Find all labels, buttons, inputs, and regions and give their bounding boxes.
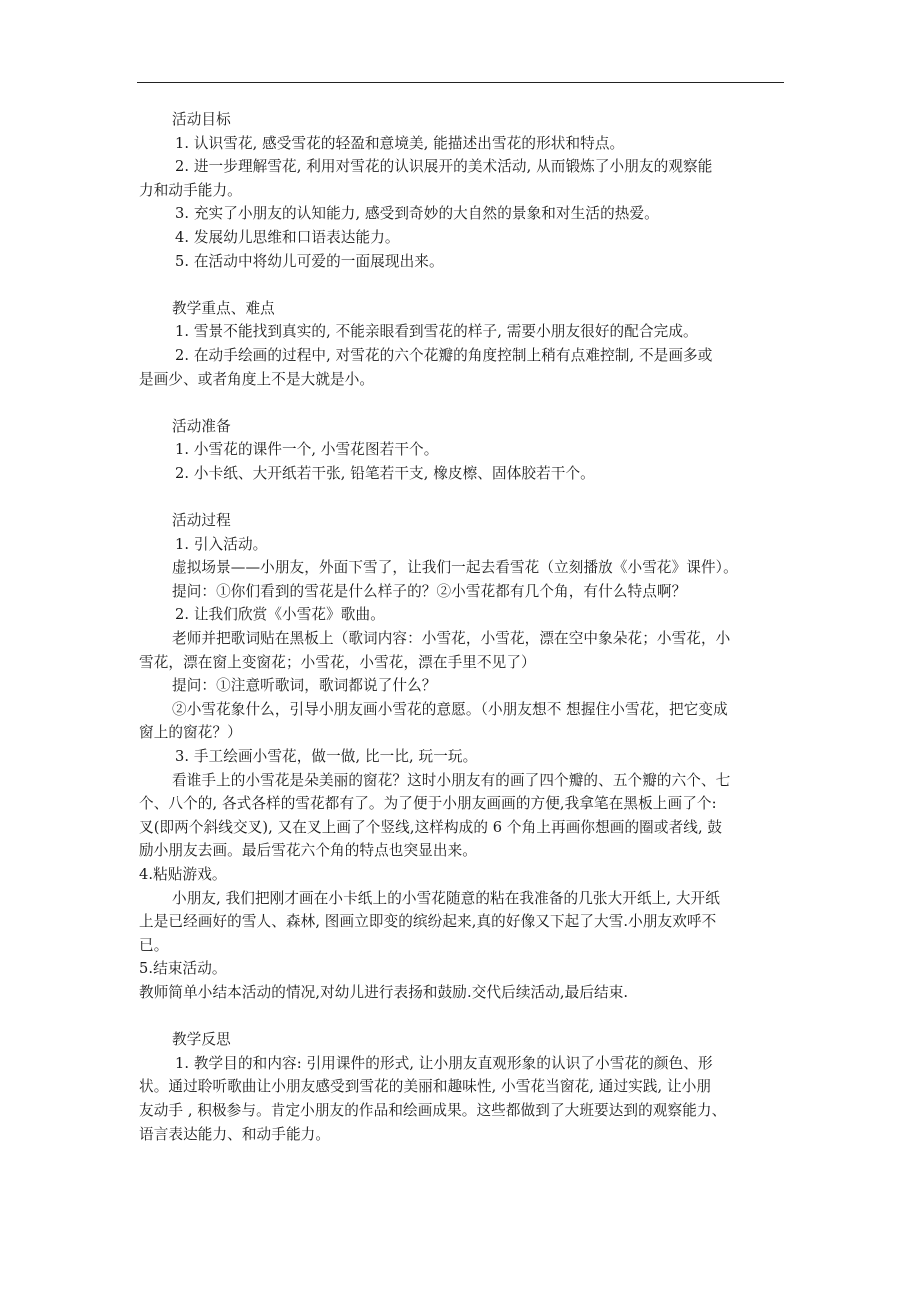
section-heading: 教学重点、难点 xyxy=(172,299,275,317)
text-line: 2. 让我们欣赏《小雪花》歌曲。 xyxy=(175,606,385,624)
text-line: 已。 xyxy=(139,936,169,954)
text-line: 5. 在活动中将幼儿可爱的一面展现出来。 xyxy=(175,252,444,270)
text-line: 语言表达能力、和动手能力。 xyxy=(139,1125,331,1143)
text-line: 提问：①你们看到的雪花是什么样子的？②小雪花都有几个角，有什么特点啊？ xyxy=(172,582,687,600)
text-line: 3. 手工绘画小雪花，做一做, 比一比, 玩一玩。 xyxy=(175,748,478,766)
text-line: 个、八个的, 各式各样的雪花都有了。为了便于小朋友画画的方便,我拿笔在黑板上画了个: xyxy=(139,795,717,813)
header-rule xyxy=(137,82,784,83)
text-line: 1. 认识雪花, 感受雪花的轻盈和意境美, 能描述出雪花的形状和特点。 xyxy=(175,134,625,152)
text-line: 1. 雪景不能找到真实的, 不能亲眼看到雪花的样子, 需要小朋友很好的配合完成。 xyxy=(175,323,698,341)
section-heading: 活动过程 xyxy=(172,512,231,530)
text-line: 4. 发展幼儿思维和口语表达能力。 xyxy=(175,228,400,246)
text-line: 小朋友, 我们把刚才画在小卡纸上的小雪花随意的粘在我准备的几张大开纸上, 大开纸 xyxy=(172,889,720,907)
text-line: 1. 教学目的和内容: 引用课件的形式, 让小朋友直观形象的认识了小雪花的颜色、形 xyxy=(175,1054,713,1072)
document-body xyxy=(139,108,787,1146)
text-line: 3. 充实了小朋友的认知能力, 感受到奇妙的大自然的景象和对生活的热爱。 xyxy=(175,205,659,223)
text-line: 虚拟场景——小朋友，外面下雪了，让我们一起去看雪花（立刻播放《小雪花》课件）。 xyxy=(172,559,738,577)
text-line: 状。通过聆听歌曲让小朋友感受到雪花的美丽和趣味性, 小雪花当窗花, 通过实践, 让小朋 xyxy=(139,1078,712,1096)
text-line: 是画少、或者角度上不是大就是小。 xyxy=(139,370,375,388)
text-line: 叉(即两个斜线交叉), 又在叉上画了个竖线,这样构成的 6 个角上再画你想画的圈或者线, 鼓 xyxy=(139,818,723,836)
text-line: ②小雪花象什么，引导小朋友画小雪花的意愿。（小朋友想不 想握住小雪花，把它变成 xyxy=(172,700,728,718)
text-line: 1. 引入活动。 xyxy=(175,535,268,553)
text-line: 提问：①注意听歌词，歌词都说了什么？ xyxy=(172,677,437,695)
section-activity-goals xyxy=(139,108,787,273)
section-heading: 活动目标 xyxy=(172,111,231,128)
text-line: 1. 小雪花的课件一个, 小雪花图若干个。 xyxy=(175,441,439,459)
text-line: 力和动手能力。 xyxy=(139,181,242,199)
text-line: 2. 小卡纸、大开纸若干张, 铅笔若干支, 橡皮檫、固体胶若干个。 xyxy=(175,464,595,482)
text-line: 2. 在动手绘画的过程中, 对雪花的六个花瓣的角度控制上稍有点难控制, 不是画多或 xyxy=(175,346,713,364)
section-key-difficult-points xyxy=(139,297,787,391)
section-heading: 活动准备 xyxy=(172,417,231,435)
section-activity-preparation xyxy=(139,415,787,486)
text-line: 窗上的窗花？） xyxy=(139,724,242,742)
text-line: 4.粘贴游戏。 xyxy=(139,866,227,883)
text-line: 友动手 , 积极参与。肯定小朋友的作品和绘画成果。这些都做到了大班要达到的观察能力、 xyxy=(139,1101,727,1119)
text-line: 教师简单小结本活动的情况,对幼儿进行表扬和鼓励.交代后续活动,最后结束. xyxy=(139,983,629,1001)
text-line: 2. 进一步理解雪花, 利用对雪花的认识展开的美术活动, 从而锻炼了小朋友的观察能 xyxy=(175,158,713,176)
section-heading: 教学反思 xyxy=(172,1031,231,1049)
section-activity-process xyxy=(139,509,787,1004)
text-line: 雪花，漂在窗上变窗花；小雪花，小雪花，漂在手里不见了） xyxy=(139,653,536,671)
text-line: 老师并把歌词贴在黑板上（歌词内容：小雪花，小雪花，漂在空中象朵花；小雪花，小 xyxy=(172,630,731,648)
text-line: 5.结束活动。 xyxy=(139,960,227,978)
text-line: 看谁手上的小雪花是朵美丽的窗花？这时小朋友有的画了四个瓣的、五个瓣的六个、七 xyxy=(172,771,731,789)
text-line: 上是已经画好的雪人、森林, 图画立即变的缤纷起来,真的好像又下起了大雪.小朋友欢呼不 xyxy=(139,913,717,931)
text-line: 励小朋友去画。最后雪花六个角的特点也突显出来。 xyxy=(139,842,477,860)
section-teaching-reflection xyxy=(139,1028,787,1146)
